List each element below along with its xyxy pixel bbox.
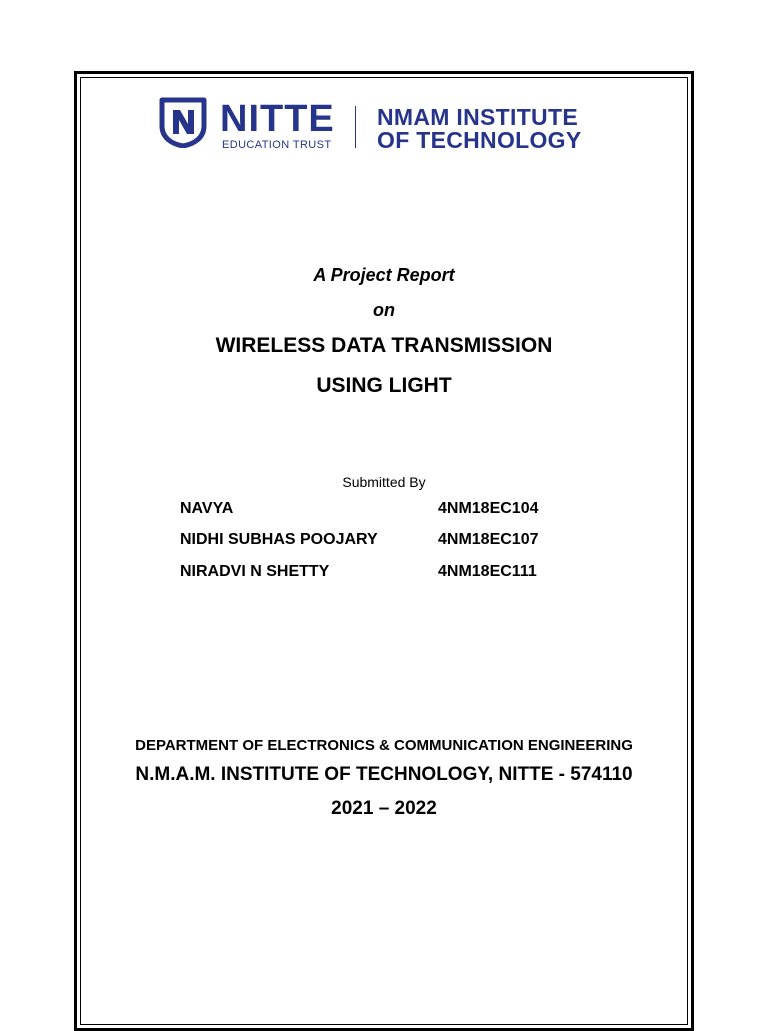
brand-subtitle: EDUCATION TRUST — [222, 139, 332, 151]
brand-name: NITTE — [220, 98, 335, 140]
report-title-line-1: WIRELESS DATA TRANSMISSION — [215, 334, 553, 357]
report-title-line-2: USING LIGHT — [316, 374, 452, 397]
report-connector: on — [373, 300, 395, 320]
institute-name-line-1: NMAM INSTITUTE — [377, 104, 578, 130]
student-id: 4NM18EC104 — [438, 500, 539, 517]
logo-divider — [355, 106, 356, 148]
nitte-n-shield-logo-icon — [158, 96, 208, 148]
student-name: NAVYA — [180, 500, 234, 517]
report-label: A Project Report — [313, 265, 455, 285]
student-name: NIDHI SUBHAS POOJARY — [180, 531, 378, 548]
academic-years: 2021 – 2022 — [331, 798, 437, 819]
page-border-inner — [80, 77, 688, 1025]
institute-logo — [158, 94, 618, 154]
student-id: 4NM18EC111 — [438, 563, 537, 580]
institute-full-name: N.M.A.M. INSTITUTE OF TECHNOLOGY, NITTE - 574110 — [135, 764, 633, 785]
student-name: NIRADVI N SHETTY — [180, 563, 330, 580]
institute-name-line-2: OF TECHNOLOGY — [377, 127, 582, 153]
department-name: DEPARTMENT OF ELECTRONICS & COMMUNICATION ENGINEERING — [135, 737, 633, 754]
student-id: 4NM18EC107 — [438, 531, 539, 548]
submitted-by-label: Submitted By — [342, 474, 426, 490]
